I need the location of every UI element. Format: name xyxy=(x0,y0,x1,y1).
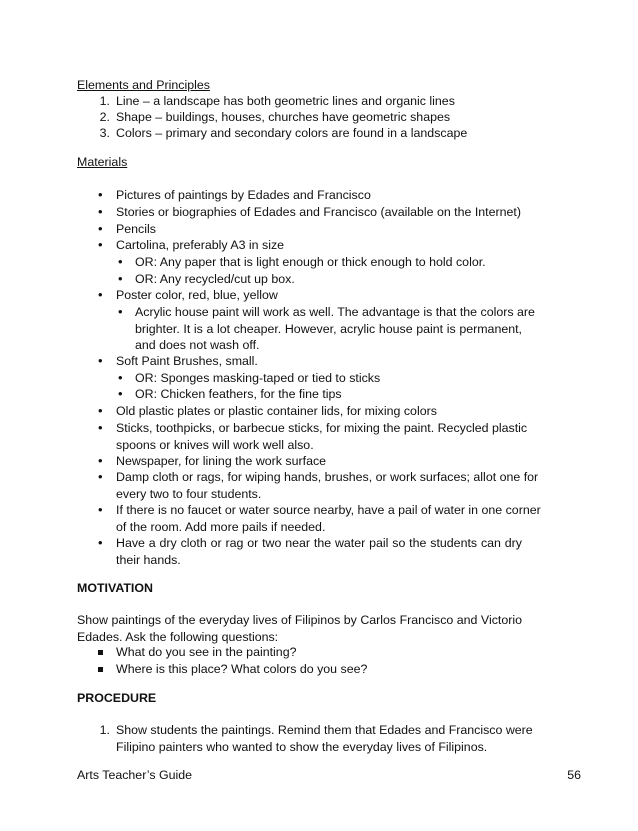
list-item xyxy=(116,469,539,502)
list-item xyxy=(116,420,528,453)
bullet-icon: • xyxy=(98,187,103,202)
text-line: Filipino painters who wanted to show the everyday lives of Filipinos. xyxy=(116,739,488,754)
text-line: Edades. Ask the following questions: xyxy=(77,629,279,644)
bullet-icon: • xyxy=(98,403,103,418)
sub-list-item: OR: Sponges masking-taped or tied to sticks xyxy=(135,371,381,385)
list-item: Poster color, red, blue, yellow xyxy=(116,288,278,302)
list-item xyxy=(116,535,522,568)
text-line: Show students the paintings. Remind them that Edades and Francisco were xyxy=(116,723,533,737)
bullet-icon: • xyxy=(98,453,103,468)
list-item: Shape – buildings, houses, churches have geometric shapes xyxy=(116,110,451,124)
text-line: Acrylic house paint will work as well. The advantage is that the colors are xyxy=(135,305,535,319)
bullet-icon: • xyxy=(118,271,123,286)
text-line: Damp cloth or rags, for wiping hands, brushes, or work surfaces; allot one for xyxy=(116,470,539,484)
list-item: Colors – primary and secondary colors are found in a landscape xyxy=(116,126,468,140)
list-item: Soft Paint Brushes, small. xyxy=(116,354,258,368)
motivation-heading: MOTIVATION xyxy=(77,581,153,595)
list-number: 2. xyxy=(99,110,110,124)
text-line: Have a dry cloth or rag or two near the water pail so the students can dry xyxy=(116,536,522,550)
list-number: 1. xyxy=(99,94,110,108)
bullet-icon: • xyxy=(118,254,123,269)
text-line: every two to four students. xyxy=(116,486,262,501)
text-line: of the room. Add more pails if needed. xyxy=(116,519,326,534)
bullet-icon: • xyxy=(98,237,103,252)
list-item xyxy=(116,502,541,535)
sub-list-item xyxy=(135,304,535,354)
sub-list-item: OR: Any recycled/cut up box. xyxy=(135,272,295,286)
bullet-icon: • xyxy=(98,502,103,517)
text-line: Show paintings of the everyday lives of Filipinos by Carlos Francisco and Victorio xyxy=(77,613,522,627)
list-item: Cartolina, preferably A3 in size xyxy=(116,238,285,252)
bullet-icon: • xyxy=(98,535,103,550)
bullet-icon: • xyxy=(98,353,103,368)
text-line: their hands. xyxy=(116,552,181,567)
square-bullet-icon xyxy=(98,667,103,672)
list-number: 1. xyxy=(99,723,110,737)
list-item: Old plastic plates or plastic container lids, for mixing colors xyxy=(116,404,437,418)
list-item: Pencils xyxy=(116,222,156,236)
bullet-icon: • xyxy=(118,370,123,385)
text-line: brighter. It is a lot cheaper. However, acrylic house paint is permanent, xyxy=(135,321,522,336)
list-number: 3. xyxy=(99,126,110,140)
bullet-icon: • xyxy=(118,386,123,401)
square-bullet-icon xyxy=(98,650,103,655)
bullet-icon: • xyxy=(98,287,103,302)
bullet-icon: • xyxy=(98,420,103,435)
list-item: Pictures of paintings by Edades and Francisco xyxy=(116,188,371,202)
text-line: spoons or knives will work well also. xyxy=(116,437,314,452)
bullet-icon: • xyxy=(98,204,103,219)
list-item: Newspaper, for lining the work surface xyxy=(116,454,327,468)
question-item: Where is this place? What colors do you see? xyxy=(116,662,368,676)
elements-heading: Elements and Principles xyxy=(77,78,210,92)
bullet-icon: • xyxy=(98,221,103,236)
procedure-heading: PROCEDURE xyxy=(77,691,157,705)
list-item: Line – a landscape has both geometric lines and organic lines xyxy=(116,94,455,108)
text-line: and does not wash off. xyxy=(135,338,260,353)
motivation-paragraph xyxy=(77,612,522,645)
sub-list-item: OR: Any paper that is light enough or thick enough to hold color. xyxy=(135,255,486,269)
bullet-icon: • xyxy=(98,469,103,484)
footer-title: Arts Teacher’s Guide xyxy=(77,768,193,782)
text-line: Sticks, toothpicks, or barbecue sticks, for mixing the paint. Recycled plastic xyxy=(116,421,528,435)
text-line: If there is no faucet or water source nearby, have a pail of water in one corner xyxy=(116,503,541,517)
procedure-step xyxy=(116,722,533,755)
question-item: What do you see in the painting? xyxy=(116,645,297,659)
list-item: Stories or biographies of Edades and Francisco (available on the Internet) xyxy=(116,205,521,219)
bullet-icon: • xyxy=(118,304,123,319)
page-number: 56 xyxy=(567,768,581,782)
sub-list-item: OR: Chicken feathers, for the fine tips xyxy=(135,387,342,401)
materials-heading: Materials xyxy=(77,155,128,169)
